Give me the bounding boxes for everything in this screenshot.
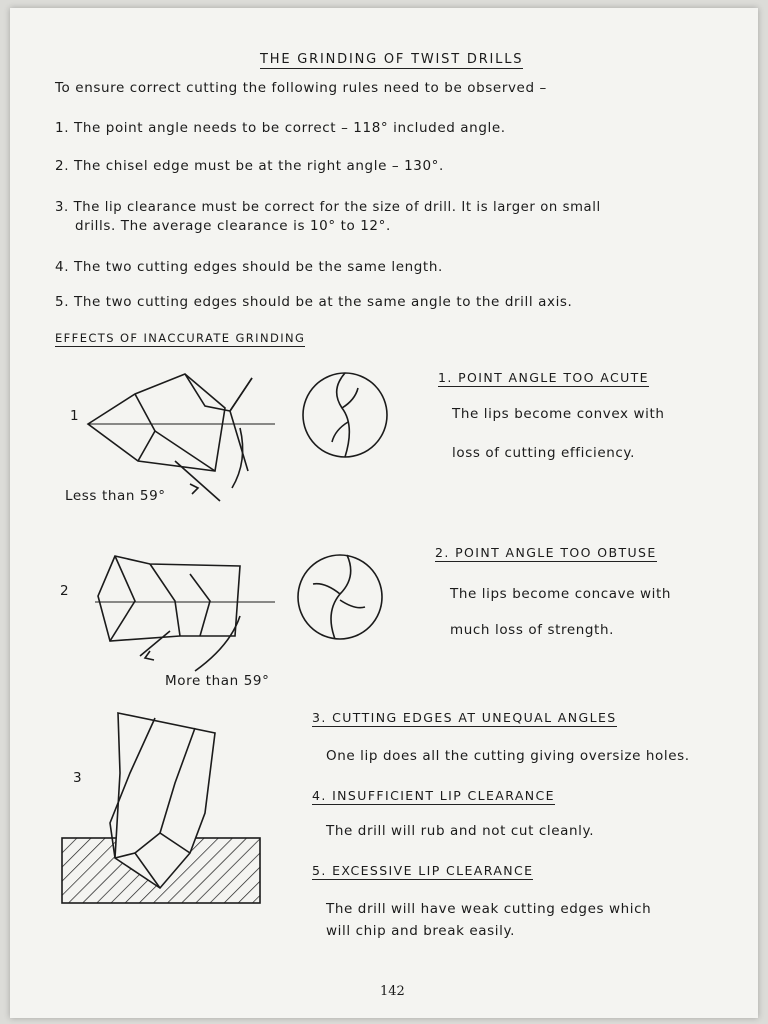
effect-5-line-2: will chip and break easily. [326,923,516,939]
figure-2-end-view [295,552,385,642]
rule-5: 5. The two cutting edges should be at the same angle to the drill axis. [55,294,573,310]
figure-3-number: 3 [73,770,83,786]
intro-text: To ensure correct cutting the following rules need to be observed – [55,80,547,96]
book-page [10,8,758,1018]
figure-1-end-view [300,370,390,460]
effect-1-line-1: The lips become convex with [452,406,665,422]
figure-1-number: 1 [70,408,80,424]
effect-2-line-2: much loss of strength. [450,622,615,638]
effects-heading: EFFECTS OF INACCURATE GRINDING [55,331,306,345]
rule-4: 4. The two cutting edges should be the same length. [55,259,443,275]
page-title: THE GRINDING OF TWIST DRILLS [260,52,524,67]
rule-3-continued: drills. The average clearance is 10° to 12°. [75,218,391,234]
effect-2-heading: 2. POINT ANGLE TOO OBTUSE [435,545,657,560]
effect-1-heading: 1. POINT ANGLE TOO ACUTE [438,370,649,385]
effect-4-line-1: The drill will rub and not cut cleanly. [326,823,595,839]
figure-1-drill-drawing [80,366,280,506]
figure-2-label: More than 59° [165,673,270,689]
effect-3-heading: 3. CUTTING EDGES AT UNEQUAL ANGLES [312,710,617,725]
effect-5-heading: 5. EXCESSIVE LIP CLEARANCE [312,863,534,878]
figure-1-label: Less than 59° [65,488,166,504]
effect-1-line-2: loss of cutting efficiency. [452,445,635,461]
rule-2: 2. The chisel edge must be at the right angle – 130°. [55,158,444,174]
rule-3: 3. The lip clearance must be correct for the size of drill. It is larger on small [55,200,601,215]
figure-3-drill-in-workpiece [60,713,270,908]
effect-4-heading: 4. INSUFFICIENT LIP CLEARANCE [312,788,555,803]
page-number: 142 [380,984,405,999]
figure-2-drill-drawing [90,546,290,686]
effect-3-line-1: One lip does all the cutting giving oversize holes. [326,748,690,764]
effect-5-line-1: The drill will have weak cutting edges which [326,901,652,917]
figure-2-number: 2 [60,583,70,599]
rule-1: 1. The point angle needs to be correct – 118° included angle. [55,120,506,136]
effect-2-line-1: The lips become concave with [450,586,672,602]
